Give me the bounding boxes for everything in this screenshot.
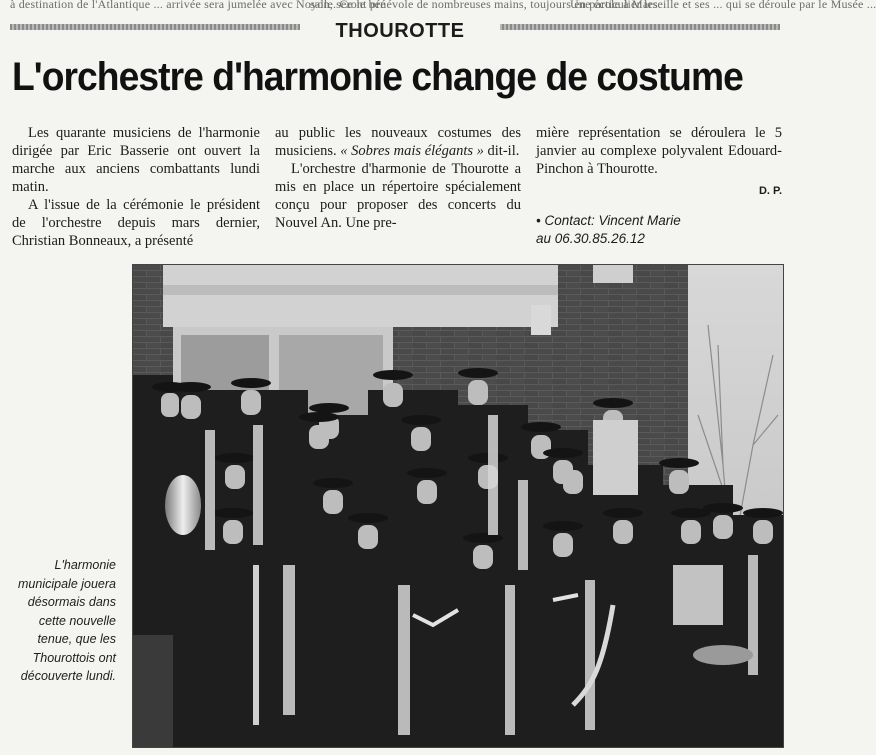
bleed-text-right: Une école à Marseille et ses ... qui se déroule par le Musée ... xyxy=(570,0,876,11)
bleed-text-left: à destination de l'Atlantique ... arrivée sera jumelée avec Noyon, seront pré xyxy=(10,0,386,11)
photo-illustration xyxy=(133,265,783,747)
contact-info xyxy=(536,212,782,248)
bleed-text-middle: salle. Ce le bénévole de nombreuses mains, toujours en particulier les xyxy=(310,0,658,11)
text-fragment: dit-il. xyxy=(487,143,520,159)
paragraph: Les quarante musiciens de l'harmonie dirigée par Eric Basserie ont ouvert la marche aux anciens combattants lundi matin. xyxy=(12,125,260,195)
previous-article-bleed xyxy=(10,0,876,16)
author-signature: D. P. xyxy=(758,185,782,197)
contact-phone: au 06.30.85.26.12 xyxy=(536,231,645,246)
contact-name: • Contact: Vincent Marie xyxy=(536,213,681,228)
orchestra-photo xyxy=(132,264,784,748)
paragraph: mière représentation se déroulera le 5 janvier au complexe polyvalent Edouard-Pinchon à Thourotte. xyxy=(536,125,782,177)
article-column-1 xyxy=(12,124,260,250)
headline: L'orchestre d'harmonie change de costume xyxy=(12,55,743,99)
quote: « Sobres mais élégants » xyxy=(340,143,484,159)
photo-caption: L'harmonie municipale jouera désormais dans cette nouvelle tenue, que les Thourottois ont découverte lundi. xyxy=(18,558,116,683)
text-fragment: au public les nouveaux costumes des musiciens. xyxy=(275,125,521,159)
article-column-3 xyxy=(536,124,782,248)
paragraph: A l'issue de la cérémonie le président de l'orchestre depuis mars dernier, Christian Bonneaux, a présenté xyxy=(12,197,260,249)
paragraph xyxy=(275,124,521,160)
article-column-2 xyxy=(275,124,521,232)
paragraph: L'orchestre d'harmonie de Thourotte a mis en place un répertoire spécialement conçu pour proposer des concerts du Nouvel An. Une pre- xyxy=(275,161,521,231)
section-rubric: THOUROTTE xyxy=(300,18,500,44)
